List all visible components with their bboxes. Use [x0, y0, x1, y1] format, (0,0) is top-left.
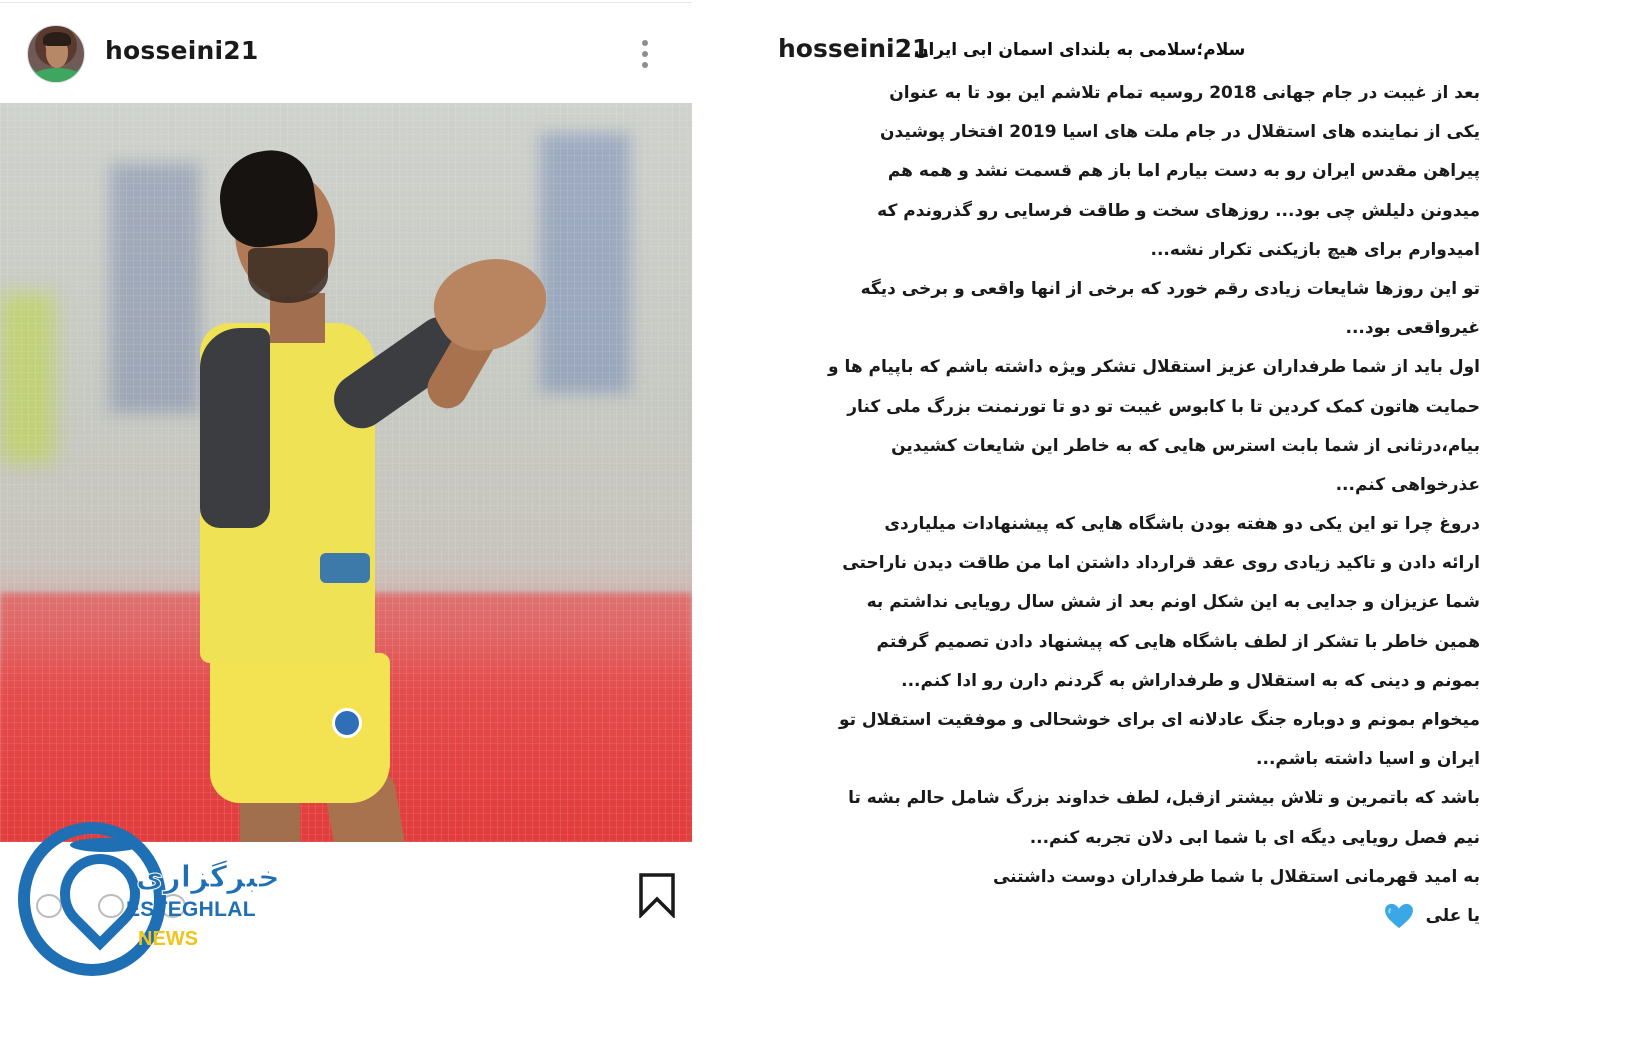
avatar[interactable] — [27, 25, 85, 83]
player-sleeve — [200, 328, 270, 528]
caption-line: به امید قهرمانی استقلال با شما طرفداران دوست داشتنی — [992, 866, 1480, 887]
bookmark-icon — [638, 872, 676, 918]
caption-line: پیراهن مقدس ایران رو به دست بیارم اما باز هم قسمت نشد و همه هم — [887, 161, 1480, 182]
more-vertical-icon — [642, 51, 648, 57]
post-header — [0, 3, 692, 103]
caption-line: بمونم و دینی که به استقلال و طرفداراش به گردنم دارن رو ادا کنم... — [901, 670, 1480, 691]
caption-username[interactable]: hosseini21 — [778, 34, 930, 63]
caption-line: غیرواقعی بود... — [1345, 318, 1480, 339]
caption-line: ایران و اسیا داشته باشم... — [1256, 749, 1480, 770]
caption-line: شما عزیزان و جدایی به این شکل اونم بعد از شش سال رویایی نداشتم به — [866, 592, 1480, 613]
bookmark-button[interactable] — [638, 872, 676, 918]
avatar-hair — [43, 32, 71, 46]
caption-line: بیام،درثانی از شما بابت استرس هایی که به خاطر این شایعات کشیدین — [891, 435, 1480, 456]
caption-body — [776, 76, 1482, 938]
player-beard — [248, 248, 328, 303]
caption-line: باشد که باتمرین و تلاش بیشتر ازقبل، لطف خداوند بزرگ شامل حالم بشه تا — [848, 788, 1480, 809]
watermark-en-text: ESTEGHLAL — [126, 898, 256, 921]
caption-line: همین خاطر با تشکر از لطف باشگاه هایی که پیشنهاد دادن تصمیم گرفتم — [876, 631, 1480, 652]
caption-line: یکی از نماینده های استقلال در جام ملت های اسیا 2019 افتخار پوشیدن — [880, 122, 1480, 143]
caption-line: ارائه دادن و تاکید زیادی روی عقد قرارداد داشتن اما من طاقت دیدن ناراحتی — [842, 553, 1480, 574]
blue-heart-icon — [1384, 903, 1414, 929]
caption-line-closing — [776, 899, 1482, 938]
instagram-post — [0, 0, 692, 1054]
caption-greeting: سلام؛سلامی به بلندای اسمان ابی ایران — [914, 40, 1246, 60]
watermark-fa-text: خبرگزاری — [136, 860, 280, 895]
post-photo[interactable] — [0, 103, 692, 842]
watermark-news-text: NEWS — [138, 928, 198, 950]
player-hair — [214, 145, 321, 252]
caption-line: نیم فصل رویایی دیگه ای با شما ابی دلان تجربه کنم... — [1029, 827, 1480, 848]
player-figure — [190, 143, 570, 842]
caption-line: اول باید از شما طرفداران عزیز استقلال تشکر ویژه داشته باشم که باپیام ها و — [827, 357, 1480, 378]
esteghlal-news-watermark — [18, 822, 280, 982]
caption-line: دروغ چرا تو این یکی دو هفته بودن باشگاه هایی که پیشنهادات میلیاردی — [884, 514, 1480, 535]
caption-line: بعد از غیبت در جام جهانی 2018 روسیه تمام تلاشم این بود تا به عنوان — [889, 83, 1480, 103]
caption-header — [776, 34, 1482, 74]
caption-line: میدونن دلیلش چی بود... روزهای سخت و طاقت فرسایی رو گذروندم که — [877, 200, 1480, 221]
more-vertical-icon — [642, 62, 648, 68]
player-shorts — [210, 653, 390, 803]
caption-line: عذرخواهی کنم... — [1335, 474, 1480, 495]
more-vertical-icon — [642, 40, 648, 46]
caption-line: امیدوارم برای هیچ بازیکنی تکرار نشه... — [1150, 239, 1480, 260]
caption-closing-text: یا علی — [1425, 905, 1480, 926]
avatar-shirt — [32, 68, 82, 83]
more-options-button[interactable] — [636, 37, 654, 75]
club-crest — [332, 708, 362, 738]
caption-line: میخوام بمونم و دوباره جنگ عادلانه ای برای خوشحالی و موفقیت استقلال تو — [838, 710, 1480, 730]
post-username[interactable]: hosseini21 — [105, 36, 259, 65]
caption-line: تو این روزها شایعات زیادی رقم خورد که برخی از انها واقعی و برخی دیگه — [860, 278, 1480, 299]
sponsor-logo — [320, 553, 370, 583]
caption-line: حمایت هاتون کمک کردین تا با کابوس غیبت تو دو تا تورنمنت بزرگ ملی کنار — [847, 396, 1480, 417]
